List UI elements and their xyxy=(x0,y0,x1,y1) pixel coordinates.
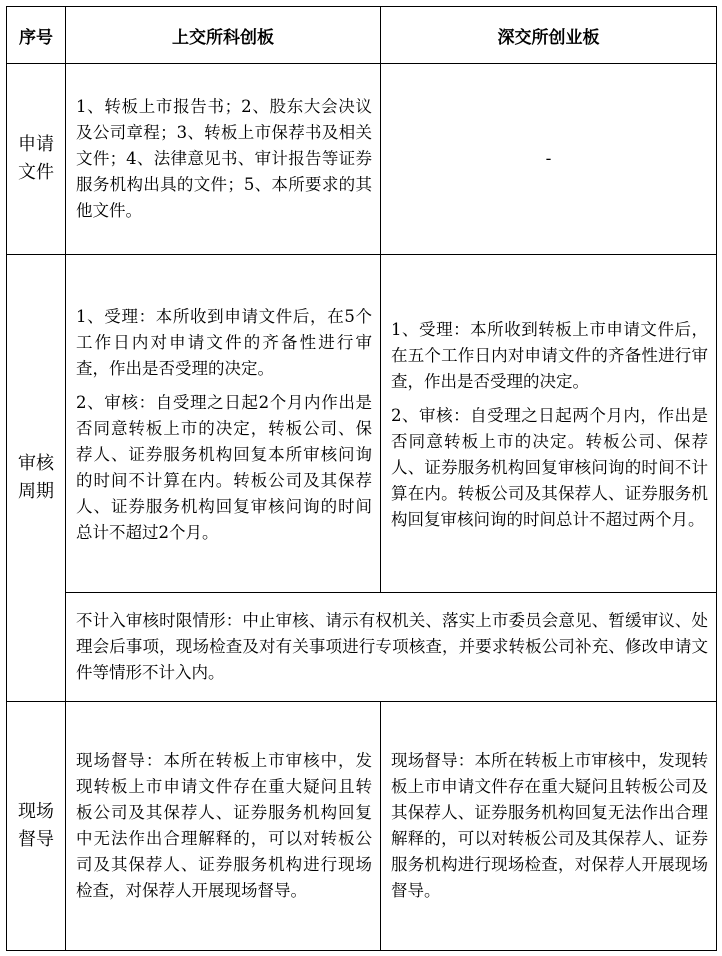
cell-sse-supervision: 现场督导：本所在转板上市审核中，发现转板上市申请文件存在重大疑问且转板公司及其保荐人、证券服务机构回复中无法作出合理解释的，可以对转板公司及其保荐人、证券服务机构进行现场检查，对保荐人开展现场督导。 xyxy=(66,702,381,951)
header-szse: 深交所创业板 xyxy=(381,7,717,64)
sse-review-audit: 2、审核：自受理之日起2个月内作出是否同意转板上市的决定，转板公司、保荐人、证券服务机构回复本所审核问询的时间不计算在内。转板公司及其保荐人、证券服务机构回复审核问询的时间总计不超过2个月。 xyxy=(76,392,372,542)
row-review-period xyxy=(7,255,717,593)
header-sse: 上交所科创板 xyxy=(66,7,381,64)
cell-szse-review xyxy=(381,255,717,593)
szse-review-acceptance: 1、受理：本所收到转板上市申请文件后，在五个工作日内对申请文件的齐备性进行审查，作出是否受理的决定。 xyxy=(391,319,708,391)
szse-review-audit: 2、审核：自受理之日起两个月内，作出是否同意转板上市的决定。转板公司、保荐人、证券服务机构回复审核问询的时间不计算在内。转板公司及其保荐人、证券服务机构回复审核问询的时间总计不超过两个月。 xyxy=(391,405,708,529)
row-application xyxy=(7,64,717,255)
cell-review-exclusions: 不计入审核时限情形：中止审核、请示有权机关、落实上市委员会意见、暂缓审议、处理会后事项，现场检查及对有关事项进行专项核查，并要求转板公司补充、修改申请文件等情形不计入内。 xyxy=(66,593,717,702)
sse-review-acceptance: 1、受理：本所收到申请文件后，在5个工作日内对申请文件的齐备性进行审查，作出是否受理的决定。 xyxy=(76,306,372,378)
cell-szse-supervision: 现场督导：本所在转板上市审核中，发现转板上市申请文件存在重大疑问且转板公司及其保荐人、证券服务机构回复无法作出合理解释的，可以对转板公司及其保荐人、证券服务机构进行现场检查，对保荐人开展现场督导。 xyxy=(381,702,717,951)
header-index: 序号 xyxy=(7,7,66,64)
row-supervision xyxy=(7,702,717,951)
row-label-supervision: 现场督导 xyxy=(7,702,66,951)
row-label-application: 申请文件 xyxy=(7,64,66,255)
row-review-common xyxy=(7,593,717,702)
row-label-review-period: 审核周期 xyxy=(7,255,66,702)
cell-szse-application: - xyxy=(381,64,717,255)
header-row xyxy=(7,7,717,64)
cell-sse-application: 1、转板上市报告书；2、股东大会决议及公司章程；3、转板上市保荐书及相关文件；4、法律意见书、审计报告等证券服务机构出具的文件；5、本所要求的其他文件。 xyxy=(66,64,381,255)
cell-sse-review xyxy=(66,255,381,593)
comparison-table xyxy=(6,6,717,951)
